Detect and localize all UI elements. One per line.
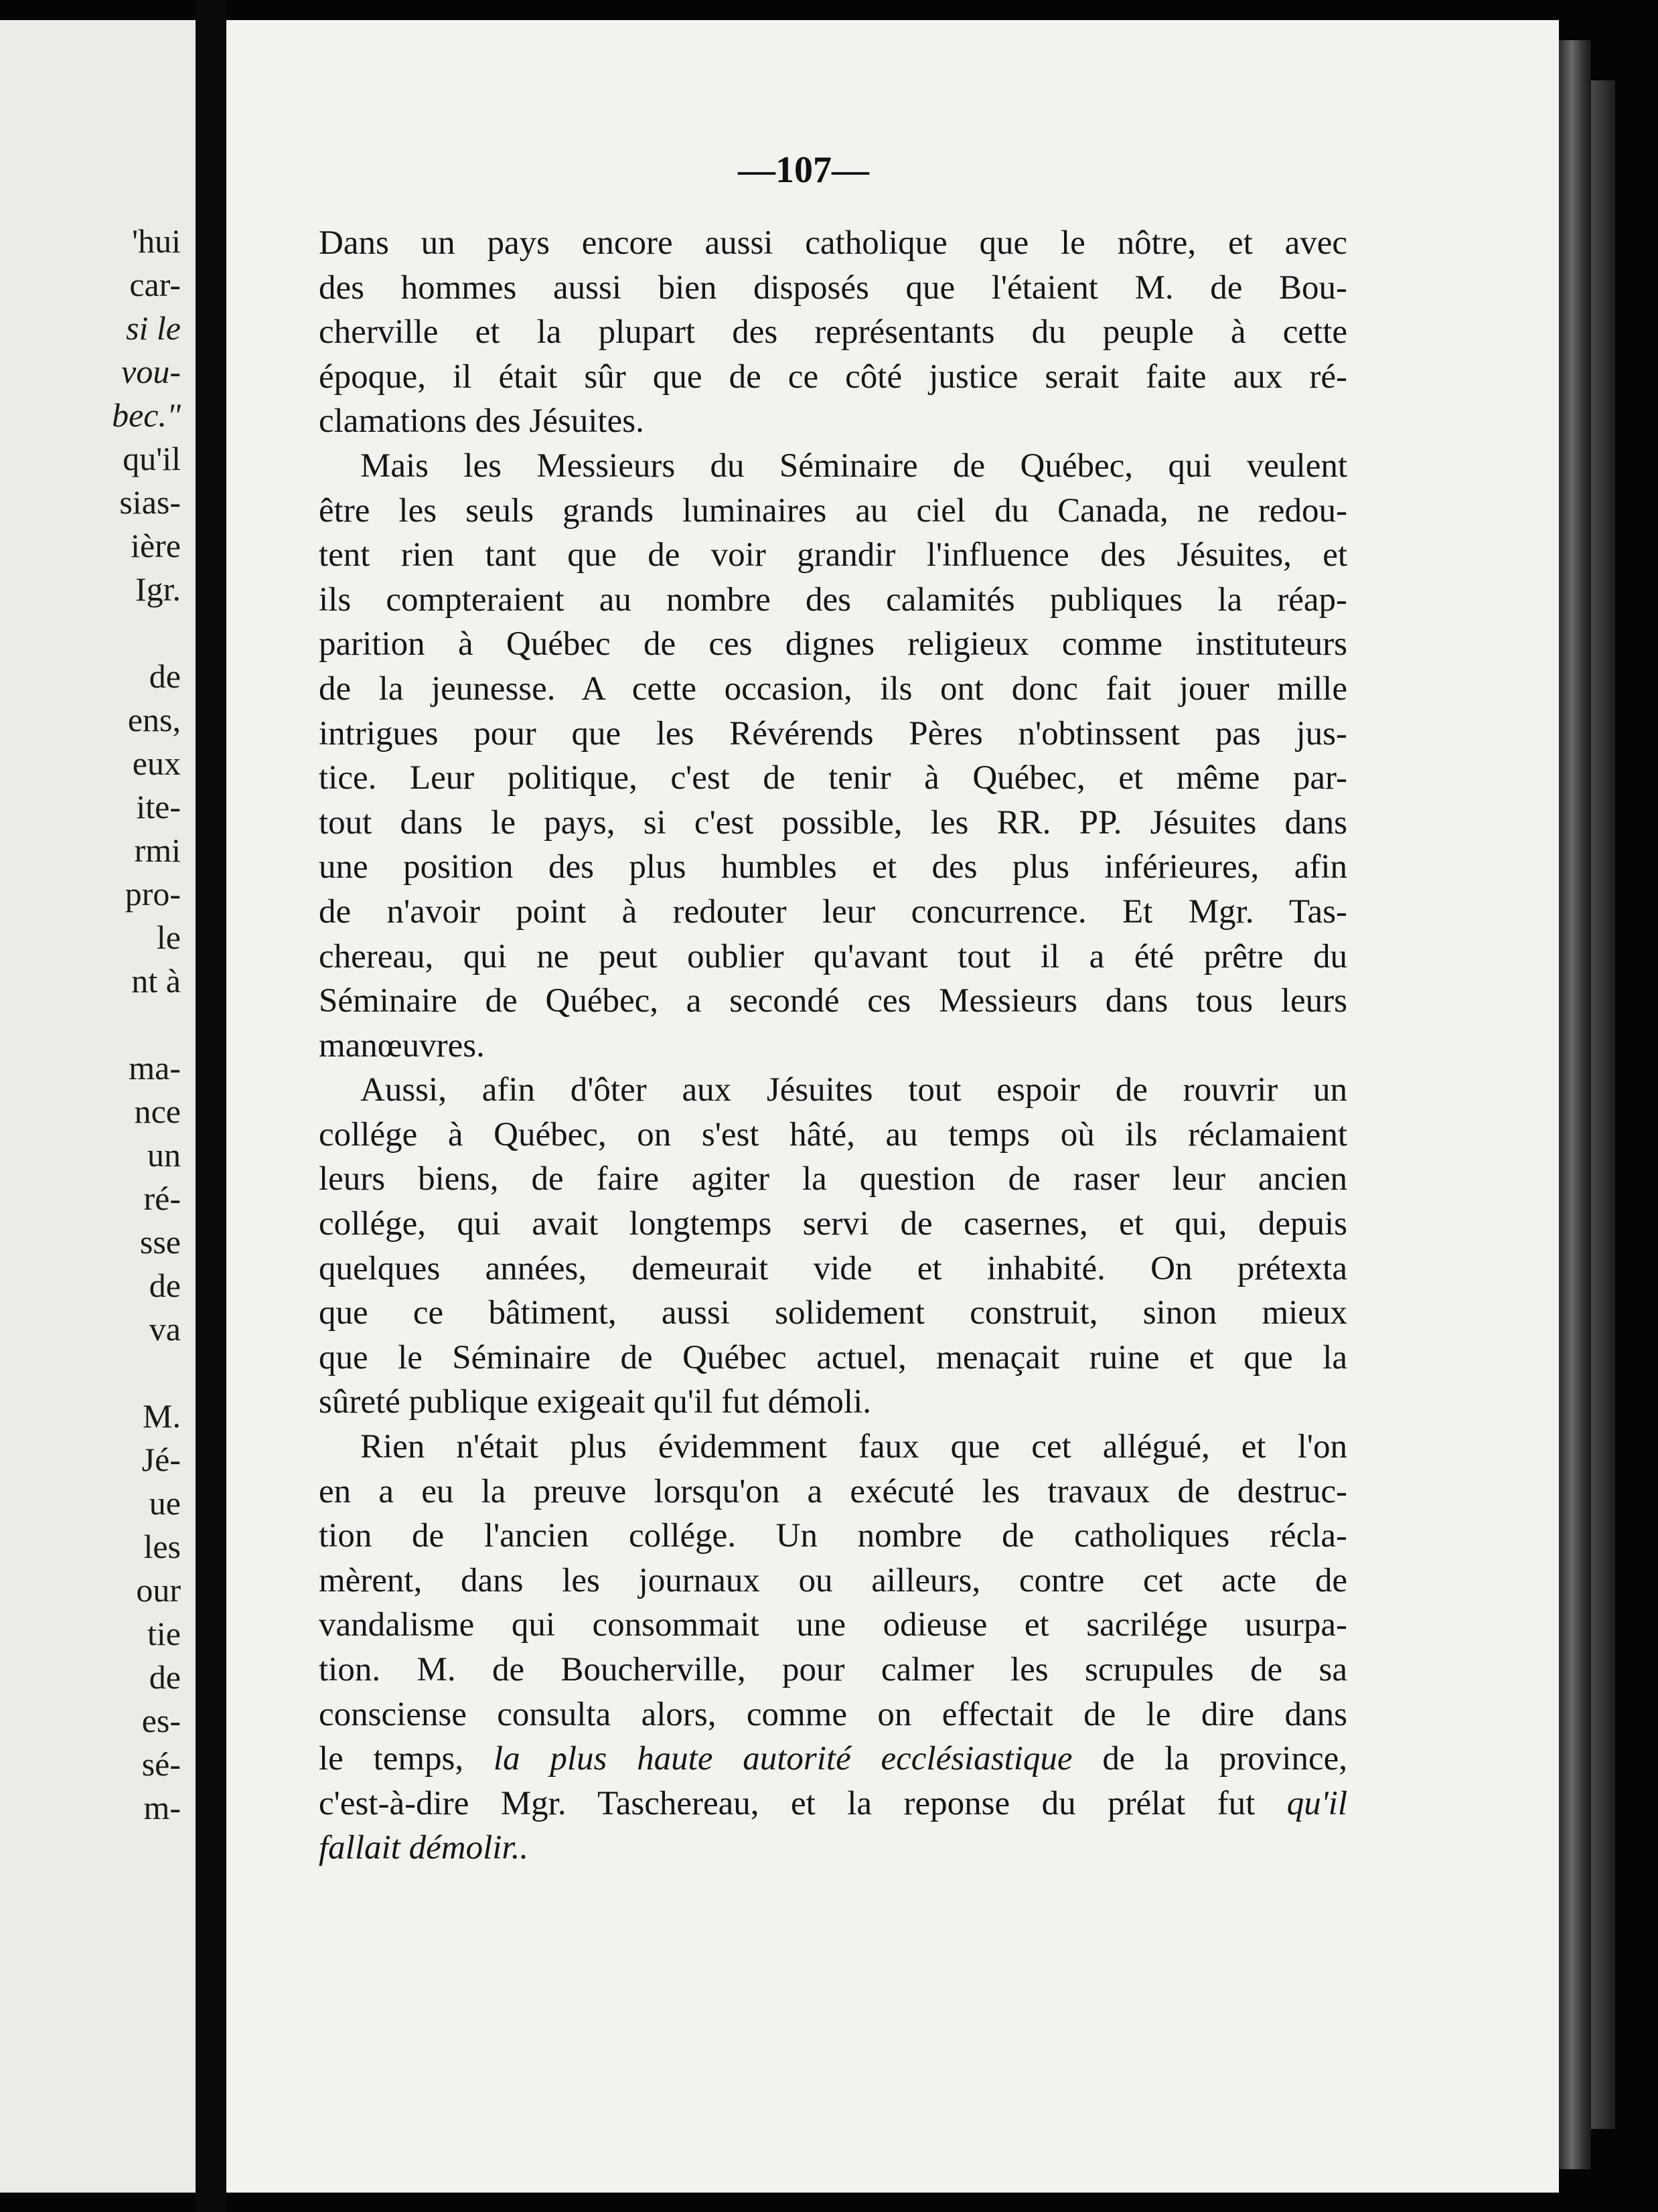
text-line <box>319 1782 1347 1826</box>
left-page-fragment-line: va <box>149 1310 181 1348</box>
text-line: être les seuls grands luminaires au ciel du Canada, ne redou- <box>319 491 1347 530</box>
left-page-fragment-line: Igr. <box>135 570 181 608</box>
italic-phrase: qu'il <box>1286 1784 1347 1822</box>
left-page-fragment-line: de <box>149 1658 181 1696</box>
text-line <box>319 1737 1347 1782</box>
text-line: Rien n'était plus évidemment faux que cet allégué, et l'on <box>360 1428 1347 1466</box>
text-line: sûreté publique exigeait qu'il fut démoli. <box>319 1383 871 1421</box>
text-line: tice. Leur politique, c'est de tenir à Québec, et même par- <box>319 759 1347 797</box>
text-line: cherville et la plupart des représentants du peuple à cette <box>319 313 1347 351</box>
left-page-fragment <box>0 20 196 2193</box>
left-page-fragment-line: les <box>143 1528 181 1565</box>
left-page-fragment-line: ma- <box>129 1049 181 1087</box>
left-page-fragment-line: nce <box>134 1093 181 1130</box>
italic-phrase: la plus haute autorité ecclésiastique <box>493 1740 1073 1778</box>
text-line: une position des plus humbles et des plus inférieures, afin <box>319 848 1347 886</box>
left-page-fragment-line: ière <box>131 527 181 564</box>
left-page-fragment-line: ite- <box>136 788 181 825</box>
text-run: de la province, <box>1072 1740 1347 1778</box>
left-page-fragment-line: rmi <box>134 832 181 869</box>
left-page-fragment-line: de <box>149 657 181 695</box>
left-page-fragment-line: un <box>147 1136 181 1174</box>
left-page-fragment-line: 'hui <box>132 222 181 260</box>
left-page-fragment-line: nt à <box>131 962 181 1000</box>
text-run: le temps, <box>319 1740 494 1778</box>
left-page-fragment-line: pro- <box>125 875 181 913</box>
text-line: consciense consulta alors, comme on effectait de le dire dans <box>319 1695 1347 1733</box>
left-page-fragment-line: eux <box>132 744 181 782</box>
left-page-fragment-line: Jé- <box>141 1441 181 1478</box>
left-page-fragment-line: car- <box>129 266 181 303</box>
left-page-fragment-line: ré- <box>143 1180 181 1217</box>
text-line: chereau, qui ne peut oublier qu'avant tout il a été prêtre du <box>319 937 1347 975</box>
text-line: tion. M. de Boucherville, pour calmer les scrupules de sa <box>319 1651 1347 1688</box>
left-page-fragment-line: bec." <box>112 396 181 434</box>
text-line: époque, il était sûr que de ce côté justice serait faite aux ré- <box>319 358 1347 396</box>
left-page-fragment-line: es- <box>141 1702 181 1739</box>
text-line: que le Séminaire de Québec actuel, menaçait ruine et que la <box>319 1338 1347 1376</box>
text-line: Mais les Messieurs du Séminaire de Québec, qui veulent <box>360 447 1347 485</box>
text-line: que ce bâtiment, aussi solidement construit, sinon mieux <box>319 1294 1347 1332</box>
text-line: manœuvres. <box>319 1026 485 1064</box>
left-page-fragment-line: sé- <box>141 1745 181 1783</box>
text-line: collége à Québec, on s'est hâté, au temps où ils réclamaient <box>319 1115 1347 1154</box>
left-page-fragment-line: m- <box>143 1789 181 1826</box>
text-line: ils compteraient au nombre des calamités publiques la réap- <box>319 580 1347 619</box>
text-line: tion de l'ancien collége. Un nombre de catholiques récla- <box>319 1517 1347 1555</box>
text-line: collége, qui avait longtemps servi de casernes, et qui, depuis <box>319 1205 1347 1243</box>
text-line: Dans un pays encore aussi catholique que le nôtre, et avec <box>319 224 1347 262</box>
text-run: c'est-à-dire Mgr. Taschereau, et la reponse du prélat fut <box>319 1784 1287 1822</box>
text-line: des hommes aussi bien disposés que l'étaient M. de Bou- <box>319 268 1347 307</box>
page-number: —107— <box>738 149 869 191</box>
text-line: en a eu la preuve lorsqu'on a exécuté les travaux de destruc- <box>319 1472 1347 1510</box>
text-line: Aussi, afin d'ôter aux Jésuites tout espoir de rouvrir un <box>360 1071 1347 1109</box>
text-line: clamations des Jésuites. <box>319 402 644 441</box>
left-page-fragment-line: ue <box>149 1484 181 1522</box>
page-edge-shadow <box>1591 80 1615 2129</box>
book-gutter <box>196 0 226 2212</box>
text-line: de n'avoir point à redouter leur concurrence. Et Mgr. Tas- <box>319 892 1347 931</box>
left-page-fragment-line: si le <box>126 309 181 347</box>
text-line: leurs biens, de faire agiter la question de raser leur ancien <box>319 1160 1347 1198</box>
text-line: fallait démolir.. <box>319 1829 529 1867</box>
text-line: intrigues pour que les Révérends Pères n'obtinssent pas jus- <box>319 714 1347 753</box>
left-page-fragment-line: de <box>149 1267 181 1304</box>
left-page-fragment-line: qu'il <box>123 440 181 477</box>
text-line: tent rien tant que de voir grandir l'influence des Jésuites, et <box>319 536 1347 574</box>
page-edge <box>1559 40 1591 2169</box>
left-page-fragment-line: le <box>156 919 181 956</box>
left-page-fragment-line: our <box>136 1571 181 1609</box>
left-page-fragment-line: sse <box>139 1223 181 1261</box>
text-line: quelques années, demeurait vide et inhabité. On prétexta <box>319 1249 1347 1287</box>
text-line: de la jeunesse. A cette occasion, ils ont donc fait jouer mille <box>319 669 1347 708</box>
text-line: Séminaire de Québec, a secondé ces Messieurs dans tous leurs <box>319 982 1347 1020</box>
text-line: mèrent, dans les journaux ou ailleurs, contre cet acte de <box>319 1561 1347 1599</box>
left-page-fragment-line: M. <box>143 1397 181 1435</box>
text-line: vandalisme qui consommait une odieuse et sacrilége usurpa- <box>319 1606 1347 1644</box>
left-page-fragment-line: sias- <box>119 483 181 521</box>
text-line: tout dans le pays, si c'est possible, les RR. PP. Jésuites dans <box>319 803 1347 842</box>
text-line: parition à Québec de ces dignes religieux comme instituteurs <box>319 625 1347 663</box>
left-page-fragment-line: vou- <box>121 353 181 390</box>
body-text <box>319 221 1347 1871</box>
left-page-fragment-line: tie <box>147 1615 181 1652</box>
left-page-fragment-line: ens, <box>127 701 181 738</box>
